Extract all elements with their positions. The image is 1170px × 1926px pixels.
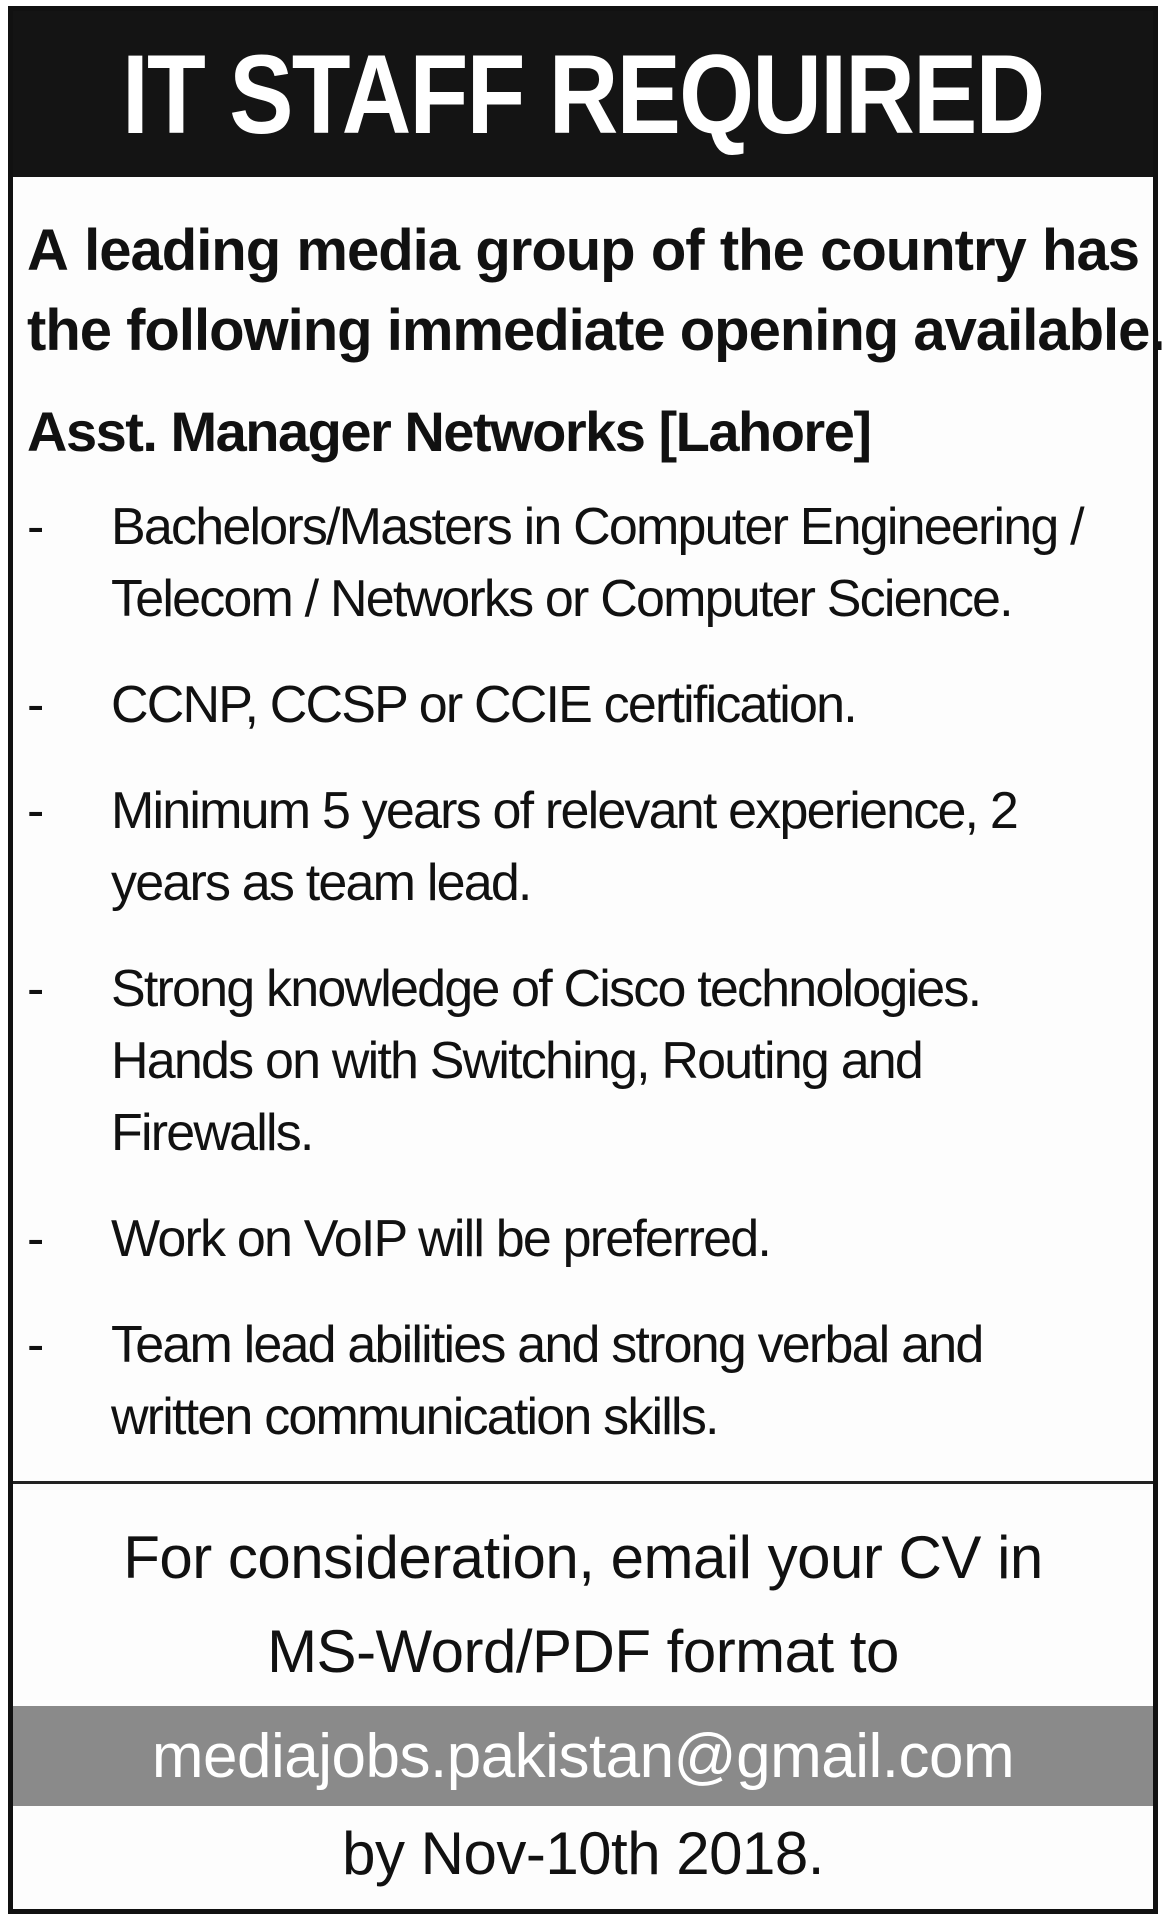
requirement-item <box>27 669 1133 741</box>
intro-line-1 <box>27 211 1139 291</box>
headline-banner <box>13 11 1153 177</box>
requirement-item <box>27 491 1133 635</box>
call-to-action <box>13 1511 1153 1699</box>
intro-word: has <box>1042 218 1139 283</box>
requirement-text: CCNP, CCSP or CCIE certification. <box>111 676 856 734</box>
requirement-text: Work on VoIP will be preferred. <box>111 1210 771 1268</box>
requirement-item <box>27 953 1133 1169</box>
intro-line-2: the following immediate opening available. <box>27 298 1165 363</box>
requirement-text: Minimum 5 years of relevant experience, 2 years as team lead. <box>111 782 1017 912</box>
job-advertisement <box>8 6 1165 1914</box>
bullet-dash: - <box>27 498 43 556</box>
intro-word: the <box>719 218 804 283</box>
bullet-dash: - <box>27 782 43 840</box>
email-link[interactable]: mediajobs.pakistan@gmail.com <box>151 1721 1015 1791</box>
requirement-item <box>27 1203 1133 1275</box>
intro-word: media <box>296 218 460 283</box>
cta-line-1: For consideration, email your CV in <box>123 1524 1043 1591</box>
intro-word: of <box>650 218 704 283</box>
bullet-dash: - <box>27 1316 43 1374</box>
requirement-item <box>27 1309 1133 1453</box>
requirement-text: Strong knowledge of Cisco technologies. Hands on with Switching, Routing and Firewalls. <box>111 960 981 1162</box>
bullet-dash: - <box>27 960 43 1018</box>
bullet-dash: - <box>27 676 43 734</box>
intro-word: group <box>475 218 635 283</box>
requirements-list <box>27 491 1133 1487</box>
email-banner <box>13 1706 1153 1806</box>
cta-line-2: MS-Word/PDF format to <box>267 1618 899 1685</box>
intro-text <box>27 211 1165 371</box>
bullet-dash: - <box>27 1210 43 1268</box>
position-title: Asst. Manager Networks [Lahore] <box>27 400 871 463</box>
intro-word: country <box>820 218 1026 283</box>
headline: IT STAFF REQUIRED <box>122 31 1044 157</box>
requirement-item <box>27 775 1133 919</box>
requirement-text: Bachelors/Masters in Computer Engineering / Telecom / Networks or Computer Science. <box>111 498 1083 628</box>
intro-word: A <box>27 218 68 283</box>
intro-word: leading <box>84 218 281 283</box>
deadline-text: by Nov-10th 2018. <box>342 1820 824 1887</box>
requirement-text: Team lead abilities and strong verbal and written communication skills. <box>111 1316 983 1446</box>
section-divider <box>13 1481 1153 1484</box>
